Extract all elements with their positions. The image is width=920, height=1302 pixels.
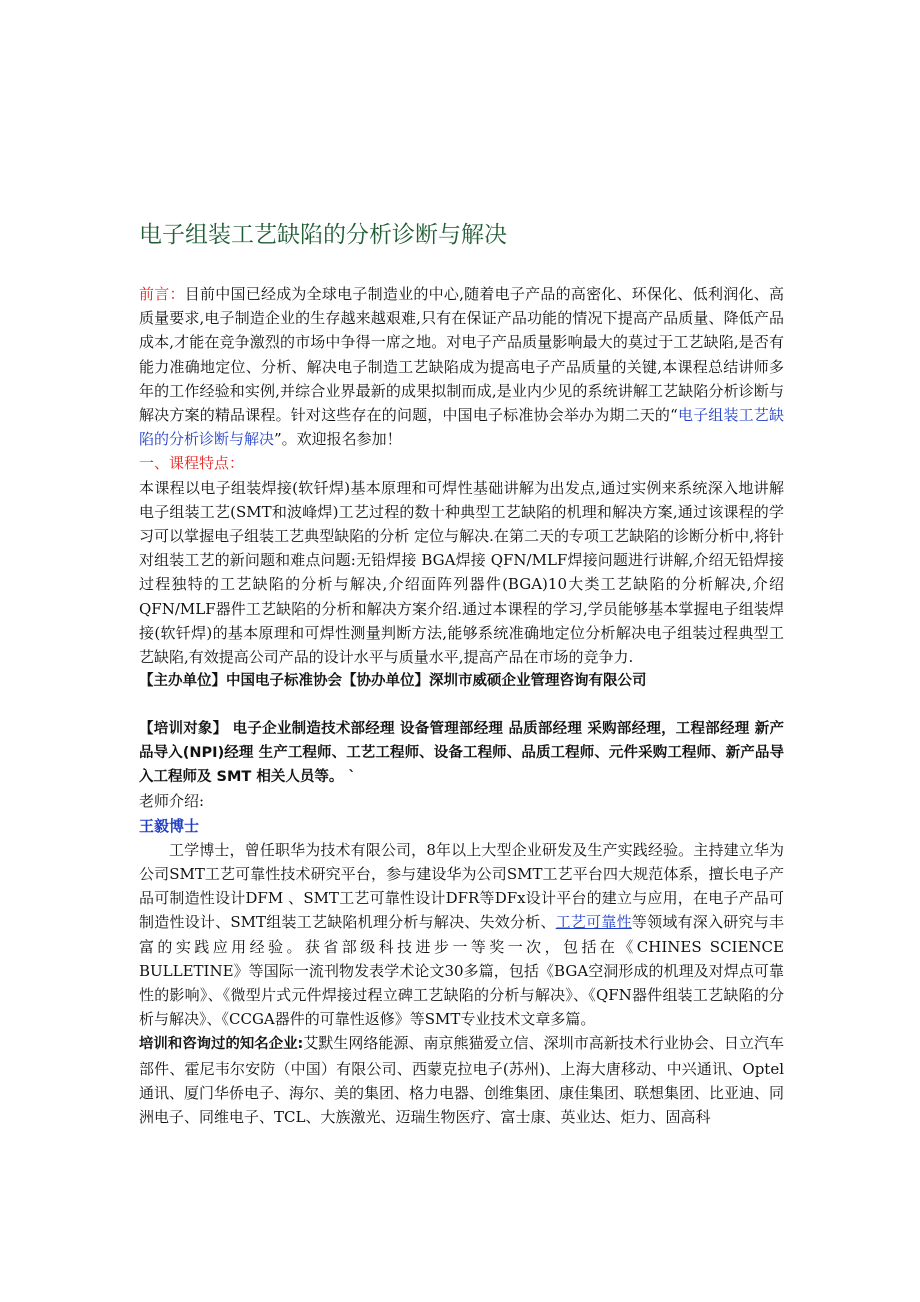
- preface-label: 前言：: [139, 285, 185, 303]
- training-target: 【培训对象】 电子企业制造技术部经理 设备管理部经理 品质部经理 采购部经理，工程部经理 新产品导入(NPI)经理 生产工程师、工艺工程师、设备工程师、品质工程师、元件采购工程师、新产品导入工程师及 SMT 相关人员等。 `: [139, 721, 784, 786]
- teacher-intro-label: 老师介绍:: [139, 792, 205, 811]
- document-title: 电子组装工艺缺陷的分析诊断与解决: [139, 222, 507, 248]
- teacher-bio-text: 工学博士，曾任职华为技术有限公司，8年以上大型企业研发及生产实践经验。主持建立华为公司SMT工艺可靠性技术研究平台，参与建设华为公司SMT工艺平台四大规范体系，擅长电子产品可制造性设计DFM 、SMT工艺可靠性设计DFR等DFx设计平台的建立与应用，在电子产品可制造性设计、SMT组装工艺缺陷机理分析与解决、失效分析、: [139, 840, 784, 932]
- teacher-bio-rest: 等领域有深入研究与丰富的实践应用经验。获省部级科技进步一等奖一次，包括在《CHINES SCIENCE BULLETINE》等国际一流刊物发表学术论文30多篇，包括《BGA空洞形成的机理及对焊点可靠性的影响》、《微型片式元件焊接过程立碑工艺缺陷的分析与解决》、《QFN器件组装工艺缺陷的分析与解决》、《CCGA器件的可靠性返修》等SMT专业技术文章多篇。: [139, 913, 784, 1029]
- reliability-link[interactable]: 工艺可靠性: [555, 913, 632, 932]
- blank-line: [139, 693, 784, 717]
- preface-closing: ”。欢迎报名参加！: [274, 430, 402, 449]
- teacher-name: 王毅博士: [139, 816, 200, 835]
- features-heading: 一、课程特点：: [139, 454, 245, 473]
- course-name: 电子组装工艺缺陷的分析诊断与解决: [139, 406, 784, 449]
- teacher-bio: [139, 838, 784, 1032]
- preface-paragraph: [139, 282, 784, 451]
- organizers-line: 【主办单位】中国电子标准协会【协办单位】深圳市威硕企业管理咨询有限公司: [139, 673, 647, 690]
- features-text: 本课程以电子组装焊接(软钎焊)基本原理和可焊性基础讲解为出发点,通过实例来系统深入地讲解电子组装工艺(SMT和波峰焊)工艺过程的数十种典型工艺缺陷的机理和解决方案,通过该课程的学习可以掌握电子组装工艺典型缺陷的分析 定位与解决.在第二天的专项工艺缺陷的诊断分析中,将针对组装工艺的新问题和难点问题:无铅焊接 BGA焊接 QFN/MLF焊接问题进行讲解,介绍无铅焊接过程独特的工艺缺陷的分析与解决,介绍面阵列器件(BGA)10大类工艺缺陷的分析解决,介绍QFN/MLF器件工艺缺陷的分析和解决方案介绍.通过本课程的学习,学员能够基本掌握电子组装焊接(软钎焊)的基本原理和可焊性测量判断方法,能够系统准确地定位分析解决电子组装过程典型工艺缺陷,有效提高公司产品的设计水平与质量水平,提高产品在市场的竞争力.: [139, 478, 784, 667]
- preface-text: 目前中国已经成为全球电子制造业的中心,随着电子产品的高密化、环保化、低利润化、高质量要求,电子制造企业的生存越来越艰难,只有在保证产品功能的情况下提高产品质量、降低产品成本,才能在竞争激烈的市场中争得一席之地。对电子产品质量影响最大的莫过于工艺缺陷,是否有能力准确地定位、分析、解决电子制造工艺缺陷成为提高电子产品质量的关键,本课程总结讲师多年的工作经验和实例,并综合业界最新的成果拟制而成,是业内少见的系统讲解工艺缺陷分析诊断与解决方案的精品课程。针对这些存在的问题，中国电子标准协会举办为期二天的“: [139, 285, 784, 425]
- clients-label: 培训和咨询过的知名企业:: [139, 1036, 304, 1053]
- clients-paragraph: [139, 1031, 784, 1129]
- document-body: [139, 282, 784, 1129]
- clients-text: 艾默生网络能源、南京熊猫爱立信、深圳市高新技术行业协会、日立汽车部件、霍尼韦尔安防（中国）有限公司、西蒙克拉电子(苏州)、上海大唐移动、中兴通讯、Optel通讯、厦门华侨电子、海尔、美的集团、格力电器、创维集团、康佳集团、联想集团、比亚迪、同洲电子、同维电子、TCL、大族激光、迈瑞生物医疗、富士康、英业达、炬力、固高科: [139, 1034, 785, 1127]
